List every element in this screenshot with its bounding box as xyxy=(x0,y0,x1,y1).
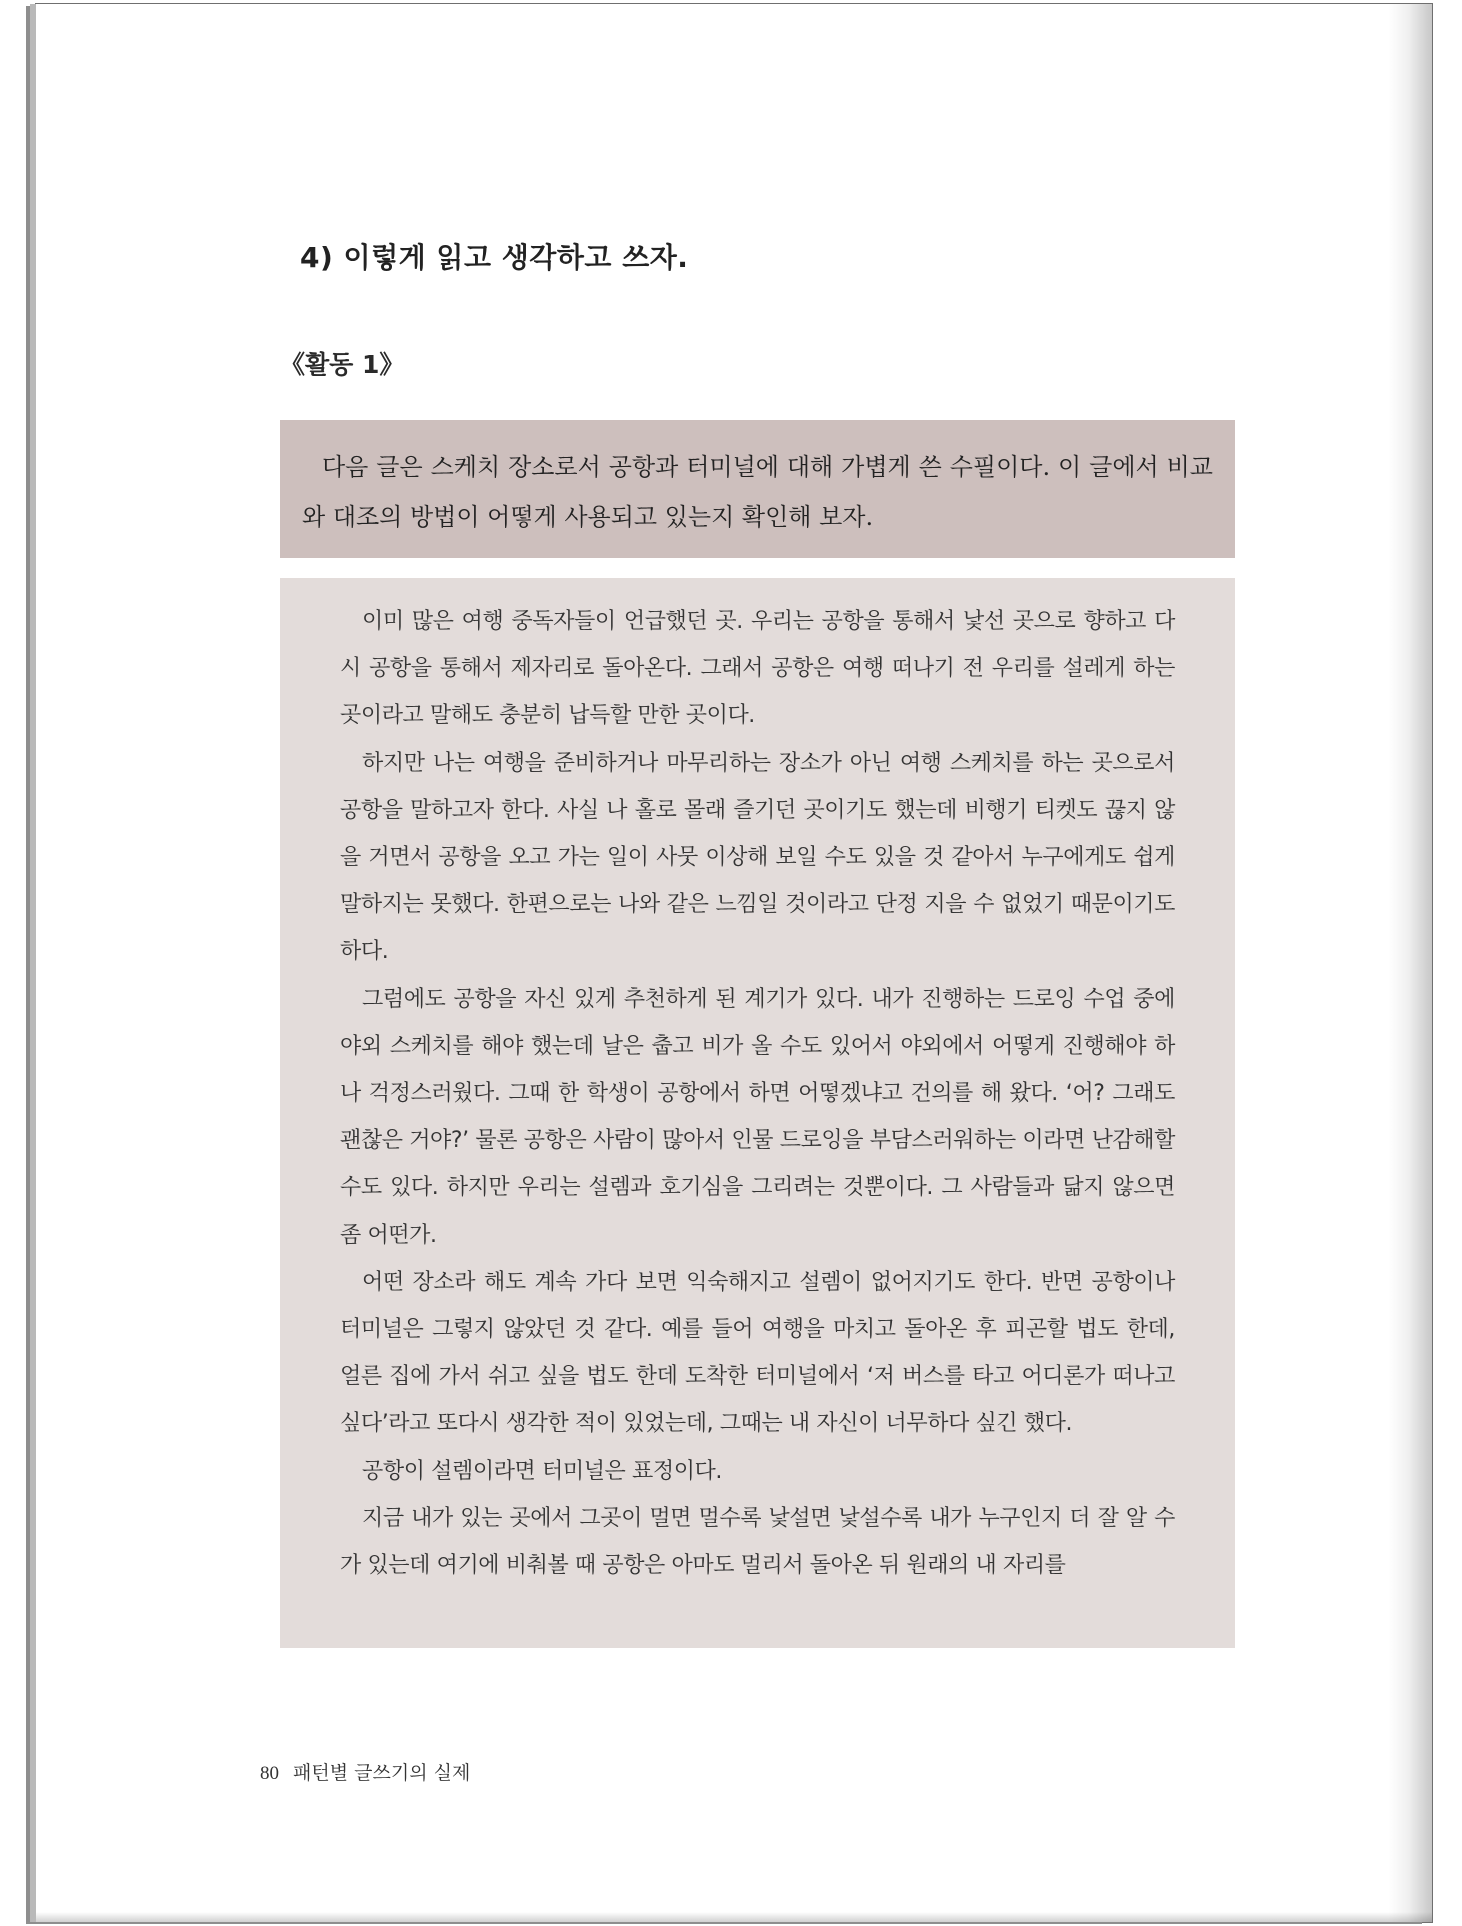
page-number: 80 xyxy=(260,1763,279,1784)
essay-paragraph-5: 공항이 설렘이라면 터미널은 표정이다. xyxy=(362,1458,723,1484)
essay-paragraph-1: 이미 많은 여행 중독자들이 언급했던 곳. 우리는 공항을 통해서 낯선 곳으로 향하고 다시 공항을 통해서 제자리로 돌아온다. 그래서 공항은 여행 떠나기 전 우리를 설레게 하는 곳이라고 말해도 충분히 납득할 만한 곳이다. xyxy=(340,609,1175,729)
page-bottom-shadow xyxy=(36,1912,1432,1922)
essay-box xyxy=(280,578,1235,1648)
section-heading: 4) 이렇게 읽고 생각하고 쓰자. xyxy=(300,241,689,274)
instruction-text: 다음 글은 스케치 장소로서 공항과 터미널에 대해 가볍게 쓴 수필이다. 이 글에서 비교와 대조의 방법이 어떻게 사용되고 있는지 확인해 보자. xyxy=(302,453,1213,531)
essay-paragraph-3: 그럼에도 공항을 자신 있게 추천하게 된 계기가 있다. 내가 진행하는 드로잉 수업 중에 야외 스케치를 해야 했는데 날은 춥고 비가 올 수도 있어서 야외에서 어떻게 진행해야 하나 걱정스러웠다. 그때 한 학생이 공항에서 하면 어떻겠냐고 건의를 해 왔다. ‘어? 그래도 괜찮은 거야?’ 물론 공항은 사람이 많아서 인물 드로잉을 부담스러워하는 이라면 난감해할 수도 있다. 하지만 우리는 설렘과 호기심을 그리려는 것뿐이다. 그 사람들과 닮지 않으면 좀 어떤가. xyxy=(340,986,1175,1248)
essay-paragraph-2: 하지만 나는 여행을 준비하거나 마무리하는 장소가 아닌 여행 스케치를 하는 곳으로서 공항을 말하고자 한다. 사실 나 홀로 몰래 즐기던 곳이기도 했는데 비행기 티켓도 끊지 않을 거면서 공항을 오고 가는 일이 사뭇 이상해 보일 수도 있을 것 같아서 누구에게도 쉽게 말하지는 못했다. 한편으로는 나와 같은 느낌일 것이라고 단정 지을 수 없었기 때문이기도 하다. xyxy=(340,750,1175,965)
essay-paragraph-6: 지금 내가 있는 곳에서 그곳이 멀면 멀수록 낯설면 낯설수록 내가 누구인지 더 잘 알 수가 있는데 여기에 비춰볼 때 공항은 아마도 멀리서 돌아온 뒤 원래의 내 자리를 xyxy=(340,1505,1175,1579)
page-footer xyxy=(260,1758,470,1785)
essay-paragraph-4: 어떤 장소라 해도 계속 가다 보면 익숙해지고 설렘이 없어지기도 한다. 반면 공항이나 터미널은 그렇지 않았던 것 같다. 예를 들어 여행을 마치고 돌아온 후 피곤할 법도 한데, 얼른 집에 가서 쉬고 싶을 법도 한데 도착한 터미널에서 ‘저 버스를 타고 어디론가 떠나고 싶다’라고 또다시 생각한 적이 있었는데, 그때는 내 자신이 너무하다 싶긴 했다. xyxy=(340,1269,1175,1437)
book-title: 패턴별 글쓰기의 실제 xyxy=(293,1762,471,1784)
instruction-box xyxy=(280,420,1235,558)
book-spine xyxy=(28,10,36,1920)
activity-label: 《활동 1》 xyxy=(280,350,405,379)
page-edge-shadow xyxy=(1388,4,1432,1922)
